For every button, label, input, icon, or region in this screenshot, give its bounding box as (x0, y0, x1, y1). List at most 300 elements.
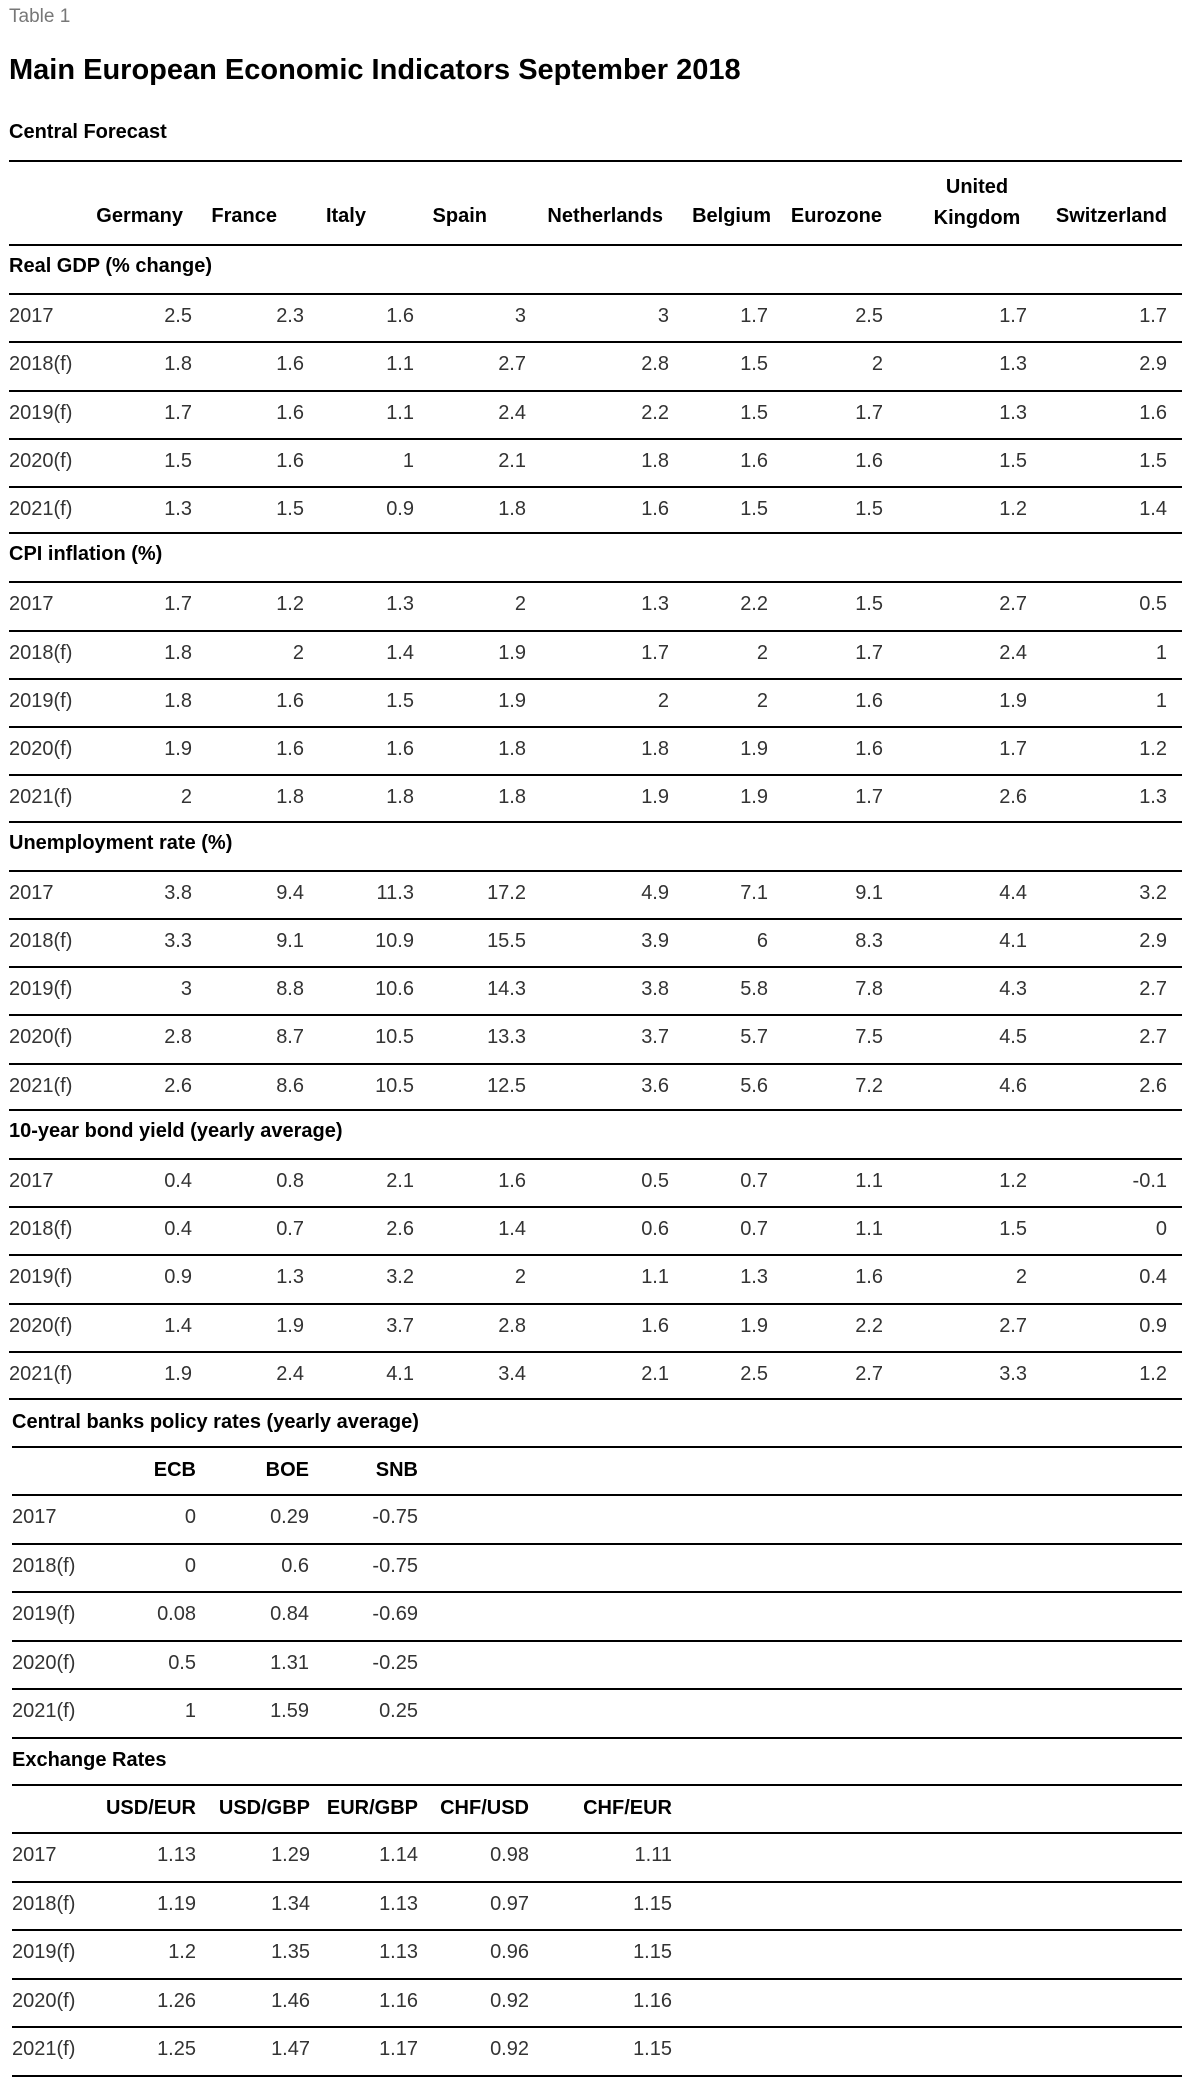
row-label: 2020(f) (12, 1651, 76, 1674)
table-cell: 3 (514, 305, 526, 327)
row-divider (9, 966, 1182, 968)
row-divider (12, 2026, 1182, 2028)
table-cell: 9.1 (855, 881, 883, 904)
table-cell: 1.2 (1139, 1362, 1167, 1385)
row-label: 2017 (9, 593, 54, 616)
table-cell: 2.8 (164, 1026, 192, 1049)
column-header: BOE (265, 1459, 309, 1481)
table-cell: 2.6 (386, 1218, 414, 1240)
table-cell: 0.9 (386, 498, 414, 520)
table-cell: 1.31 (270, 1651, 309, 1674)
policy-rates-table (12, 1410, 1182, 1744)
column-header: Spain (432, 205, 487, 227)
table-cell: 0 (184, 1554, 196, 1577)
table-cell: 2.6 (164, 1074, 192, 1097)
row-label: 2018(f) (9, 641, 73, 664)
row-divider (9, 1109, 1182, 1111)
row-divider (12, 1494, 1182, 1496)
table-cell: 0.4 (164, 1218, 192, 1240)
table-cell: 0.6 (281, 1554, 309, 1577)
table-cell: 2.5 (164, 305, 192, 327)
table-cell: 1.3 (386, 593, 414, 616)
column-header: Netherlands (547, 205, 663, 227)
table-cell: 0.7 (740, 1218, 768, 1240)
column-header: ECB (153, 1459, 196, 1481)
table-cell: 1.6 (498, 1169, 526, 1192)
table-cell: 1 (1155, 689, 1167, 712)
table-cell: 0 (1155, 1218, 1167, 1240)
table-cell: 4.1 (999, 929, 1027, 952)
table-cell: -0.75 (372, 1506, 418, 1528)
table-cell: 8.6 (276, 1074, 304, 1097)
column-header: Eurozone (790, 205, 882, 227)
row-label: 2021(f) (9, 1074, 73, 1097)
table-cell: 7.1 (740, 881, 768, 904)
row-label: 2018(f) (9, 929, 73, 952)
table-cell: 1.47 (271, 2038, 310, 2060)
table-cell: 1.9 (999, 689, 1027, 712)
column-header: France (211, 205, 277, 227)
table-cell: 1.5 (855, 498, 883, 520)
table-cell: 1.14 (379, 1844, 418, 1866)
table-cell: 1.3 (641, 593, 669, 616)
table-cell: 0.96 (490, 1941, 529, 1963)
table-cell: 1.7 (855, 401, 883, 424)
row-divider (12, 1832, 1182, 1834)
row-label: 2018(f) (12, 1554, 76, 1577)
table-cell: 1.5 (855, 593, 883, 616)
table-cell: 1.9 (498, 689, 526, 712)
row-label: 2018(f) (12, 1892, 76, 1915)
table-cell: 1 (184, 1700, 196, 1722)
table-cell: -0.1 (1132, 1169, 1167, 1192)
table-cell: 1.34 (271, 1892, 310, 1915)
table-cell: 1.16 (379, 1989, 418, 2012)
row-label: 2021(f) (9, 498, 73, 520)
table-cell: 1.5 (1139, 449, 1167, 472)
table-cell: 3.7 (386, 1314, 414, 1337)
row-label: 2019(f) (9, 978, 73, 1000)
table-caption: Table 1 (9, 6, 71, 27)
row-divider (9, 726, 1182, 728)
table-cell: 1.3 (276, 1266, 304, 1289)
column-header: Italy (325, 205, 366, 227)
table-cell: 1.5 (164, 449, 192, 472)
table-cell: 1.59 (270, 1700, 309, 1722)
table-cell: 1 (1155, 641, 1167, 664)
table-cell: 1.6 (641, 498, 669, 520)
table-cell: 1.6 (386, 738, 414, 760)
fx-table-title: Exchange Rates (12, 1749, 167, 1771)
table-cell: 1.8 (276, 786, 304, 809)
table-cell: 3 (180, 978, 192, 1000)
column-header: Belgium (692, 205, 771, 227)
table-cell: 14.3 (487, 978, 526, 1000)
table-cell: 8.7 (276, 1026, 304, 1049)
column-header: Switzerland (1055, 205, 1167, 227)
table-cell: 0 (184, 1506, 196, 1528)
table-cell: 1.6 (276, 689, 304, 712)
table-cell: 3.6 (641, 1074, 669, 1097)
table-cell: 2.9 (1139, 929, 1167, 952)
table-cell: 3.2 (1139, 881, 1167, 904)
table-cell: 5.6 (740, 1074, 768, 1097)
table-cell: 1.7 (164, 401, 192, 424)
row-label: 2017 (12, 1844, 57, 1866)
table-cell: 1.7 (855, 786, 883, 809)
row-divider (9, 678, 1182, 680)
table-cell: 1.15 (633, 2038, 672, 2060)
row-divider (9, 821, 1182, 823)
table-cell: 0.9 (164, 1266, 192, 1289)
table-cell: 1.1 (641, 1266, 669, 1289)
table-cell: 2.4 (999, 641, 1027, 664)
column-header: USD/EUR (105, 1797, 196, 1819)
table-cell: 1.2 (276, 593, 304, 616)
table-cell: 0.92 (490, 1989, 529, 2012)
table-cell: 0.4 (164, 1169, 192, 1192)
table-cell: 1.2 (999, 1169, 1027, 1192)
row-divider (12, 1737, 1182, 1739)
table-cell: 0.84 (270, 1603, 309, 1625)
table-cell: 2 (180, 786, 192, 809)
table-cell: 1.35 (271, 1941, 310, 1963)
table-cell: 1.4 (386, 641, 414, 664)
row-label: 2020(f) (9, 449, 73, 472)
table-cell: 3.9 (641, 929, 669, 952)
table-cell: 3.8 (164, 881, 192, 904)
table-cell: 0.5 (641, 1169, 669, 1192)
table-cell: 1.7 (164, 593, 192, 616)
table-cell: 1.9 (641, 786, 669, 809)
row-label: 2019(f) (9, 401, 73, 424)
row-label: 2017 (9, 1169, 54, 1192)
table-cell: 1.3 (999, 353, 1027, 376)
row-divider (9, 1254, 1182, 1256)
table-cell: 10.9 (375, 929, 414, 952)
column-header: CHF/EUR (583, 1797, 672, 1819)
table-cell: 2.5 (740, 1362, 768, 1385)
table-cell: 2.6 (999, 786, 1027, 809)
table-cell: 0.08 (157, 1603, 196, 1625)
row-label: 2017 (12, 1506, 57, 1528)
table-cell: 1.4 (164, 1314, 192, 1337)
table-cell: 0.7 (740, 1169, 768, 1192)
table-cell: 1.8 (386, 786, 414, 809)
row-divider (9, 1303, 1182, 1305)
table-cell: 2.1 (498, 449, 526, 472)
table-cell: 2.1 (641, 1362, 669, 1385)
row-divider (12, 1446, 1182, 1448)
row-divider (12, 2075, 1182, 2077)
table-cell: 1.3 (999, 401, 1027, 424)
table-cell: 1.8 (641, 449, 669, 472)
table-cell: 0.25 (379, 1700, 418, 1722)
table-cell: 2.8 (498, 1314, 526, 1337)
table-cell: 9.4 (276, 881, 304, 904)
row-label: 2019(f) (9, 1266, 73, 1289)
row-label: 2019(f) (9, 689, 73, 712)
table-cell: 1.15 (633, 1892, 672, 1915)
row-label: 2021(f) (9, 786, 73, 809)
table-cell: 1.9 (276, 1314, 304, 1337)
table-cell: 1.11 (634, 1844, 672, 1866)
table-cell: 1.7 (641, 641, 669, 664)
row-divider (9, 774, 1182, 776)
row-divider (9, 486, 1182, 488)
table-cell: 9.1 (276, 929, 304, 952)
table-cell: 2.8 (641, 353, 669, 376)
table-cell: 3 (657, 305, 669, 327)
table-cell: 1.6 (276, 738, 304, 760)
table-cell: 1.8 (164, 689, 192, 712)
table-cell: 1.1 (855, 1218, 883, 1240)
table-cell: 1.16 (633, 1989, 672, 2012)
table-cell: 1.5 (740, 498, 768, 520)
table-cell: 1.8 (498, 786, 526, 809)
table-cell: 2.9 (1139, 353, 1167, 376)
table-cell: 4.3 (999, 978, 1027, 1000)
table-cell: 1.2 (1139, 738, 1167, 760)
table-cell: 1.8 (498, 498, 526, 520)
row-divider (9, 1063, 1182, 1065)
table-cell: 1.8 (164, 641, 192, 664)
table-cell: 1.6 (386, 305, 414, 327)
table-cell: 2 (514, 593, 526, 616)
row-divider (9, 918, 1182, 920)
table-cell: 1 (402, 449, 414, 472)
table-cell: 0.5 (168, 1651, 196, 1674)
table-cell: 10.5 (375, 1026, 414, 1049)
table-cell: 1.1 (386, 353, 414, 376)
table-cell: 2.7 (498, 353, 526, 376)
table-cell: 0.97 (490, 1892, 529, 1915)
table-cell: 2 (756, 689, 768, 712)
table-cell: 1.6 (740, 449, 768, 472)
table-cell: 4.9 (641, 881, 669, 904)
section-title: CPI inflation (%) (9, 543, 163, 566)
row-divider (12, 1640, 1182, 1642)
table-cell: -0.75 (372, 1554, 418, 1577)
table-cell: 2.6 (1139, 1074, 1167, 1097)
table-cell: 0.92 (490, 2038, 529, 2060)
column-header: CHF/USD (440, 1797, 529, 1819)
table-cell: 2.4 (498, 401, 526, 424)
table-cell: 1.7 (1139, 305, 1167, 327)
table-cell: 1.9 (740, 786, 768, 809)
row-label: 2020(f) (9, 738, 73, 760)
table-cell: 1.1 (855, 1169, 883, 1192)
table-cell: 0.29 (270, 1506, 309, 1528)
table-cell: 7.8 (855, 978, 883, 1000)
row-divider (12, 1978, 1182, 1980)
page-title: Main European Economic Indicators September 2018 (9, 54, 741, 86)
table-cell: 0.6 (641, 1218, 669, 1240)
table-cell: 1.15 (633, 1941, 672, 1963)
table-cell: 3.4 (498, 1362, 526, 1385)
table-cell: 1.8 (164, 353, 192, 376)
row-label: 2021(f) (12, 1700, 76, 1722)
table-cell: 1.1 (386, 401, 414, 424)
table-cell: 1.6 (855, 449, 883, 472)
table-cell: 0.7 (276, 1218, 304, 1240)
table-cell: -0.69 (372, 1603, 418, 1625)
row-divider (12, 1688, 1182, 1690)
table-cell: 1.4 (498, 1218, 526, 1240)
table-cell: 12.5 (487, 1074, 526, 1097)
table-cell: 1.3 (164, 498, 192, 520)
table-cell: 1.6 (276, 353, 304, 376)
row-divider (9, 341, 1182, 343)
table-cell: 1.9 (498, 641, 526, 664)
row-label: 2017 (9, 305, 54, 327)
section-title: Real GDP (% change) (9, 255, 213, 277)
row-divider (9, 1351, 1182, 1353)
row-label: 2019(f) (12, 1603, 76, 1625)
table-cell: 10.5 (375, 1074, 414, 1097)
exchange-rates-table (12, 1748, 1182, 2060)
table-cell: 1.6 (276, 449, 304, 472)
row-divider (9, 1206, 1182, 1208)
table-cell: 1.26 (157, 1989, 196, 2012)
row-divider (12, 1929, 1182, 1931)
table-cell: 1.6 (641, 1314, 669, 1337)
table-cell: 3.3 (164, 929, 192, 952)
table-cell: 1.7 (999, 305, 1027, 327)
column-header: SNB (375, 1459, 418, 1481)
row-label: 2018(f) (9, 1218, 73, 1240)
table-cell: 1.5 (740, 353, 768, 376)
table-cell: 15.5 (487, 929, 526, 952)
table-cell: 4.5 (999, 1026, 1027, 1049)
table-cell: 1.7 (740, 305, 768, 327)
table-cell: 1.13 (157, 1844, 196, 1866)
table-cell: 5.7 (740, 1026, 768, 1049)
table-cell: 1.6 (855, 689, 883, 712)
table-cell: 8.3 (855, 929, 883, 952)
table-cell: 2 (871, 353, 883, 376)
section-title: 10-year bond yield (yearly average) (9, 1119, 343, 1142)
table-cell: 0.98 (490, 1844, 529, 1866)
table-cell: 1.7 (855, 641, 883, 664)
table-cell: 2.2 (641, 401, 669, 424)
table-cell: 1.9 (740, 738, 768, 760)
column-header: EUR/GBP (326, 1797, 418, 1819)
table-cell: 1.2 (168, 1941, 196, 1963)
row-divider (12, 1784, 1182, 1786)
table-cell: 2.5 (855, 305, 883, 327)
table-cell: 2.7 (999, 593, 1027, 616)
table-cell: 2.7 (999, 1314, 1027, 1337)
table-cell: 2.7 (855, 1362, 883, 1385)
row-label: 2020(f) (9, 1026, 73, 1049)
table-cell: 0.8 (276, 1169, 304, 1192)
table-cell: 3.7 (641, 1026, 669, 1049)
table-cell: 1.46 (271, 1989, 310, 2012)
row-divider (9, 1158, 1182, 1160)
row-divider (9, 1398, 1182, 1400)
row-divider (9, 870, 1182, 872)
row-divider (9, 438, 1182, 440)
table-cell: 0.5 (1139, 593, 1167, 616)
table-cell: 13.3 (487, 1026, 526, 1049)
table-cell: 0.4 (1139, 1266, 1167, 1289)
table-cell: 7.2 (855, 1074, 883, 1097)
section-title: Unemployment rate (%) (9, 831, 233, 854)
table-cell: 1.5 (999, 449, 1027, 472)
table-cell: 1.3 (740, 1266, 768, 1289)
table-cell: -0.25 (372, 1651, 418, 1674)
table-cell: 2.7 (1139, 978, 1167, 1000)
row-label: 2018(f) (9, 353, 73, 376)
table-cell: 2.2 (855, 1314, 883, 1337)
table-cell: 0.9 (1139, 1314, 1167, 1337)
row-label: 2019(f) (12, 1941, 76, 1963)
table-cell: 1.9 (164, 1362, 192, 1385)
table-cell: 1.5 (740, 401, 768, 424)
table-cell: 2.4 (276, 1362, 304, 1385)
table-cell: 3.3 (999, 1362, 1027, 1385)
table-cell: 1.6 (276, 401, 304, 424)
table-cell: 2.7 (1139, 1026, 1167, 1049)
table-cell: 1.4 (1139, 498, 1167, 520)
table-cell: 1.25 (157, 2038, 196, 2060)
row-divider (9, 630, 1182, 632)
row-divider (12, 1591, 1182, 1593)
table-cell: 2 (514, 1266, 526, 1289)
row-divider (9, 293, 1182, 295)
row-label: 2020(f) (9, 1314, 73, 1337)
table-cell: 4.6 (999, 1074, 1027, 1097)
table-cell: 1.17 (379, 2038, 418, 2060)
table-cell: 2 (292, 641, 304, 664)
table-cell: 1.19 (157, 1892, 196, 1915)
table-cell: 4.4 (999, 881, 1027, 904)
column-header: Germany (96, 205, 183, 227)
table-cell: 2.3 (276, 305, 304, 327)
row-divider (12, 1543, 1182, 1545)
row-divider (12, 1881, 1182, 1883)
table-cell: 1.9 (740, 1314, 768, 1337)
table-cell: 1.5 (276, 498, 304, 520)
table-cell: 3.2 (386, 1266, 414, 1289)
table-cell: 2 (756, 641, 768, 664)
table-cell: 2 (1015, 1266, 1027, 1289)
row-label: 2020(f) (12, 1989, 76, 2012)
table-cell: 1.8 (498, 738, 526, 760)
table-cell: 1.9 (164, 738, 192, 760)
table-cell: 7.5 (855, 1026, 883, 1049)
table-cell: 1.5 (999, 1218, 1027, 1240)
table-cell: 11.3 (376, 881, 414, 904)
table-cell: 1.29 (271, 1844, 310, 1866)
row-divider (9, 1014, 1182, 1016)
main-indicators-table (9, 160, 1182, 1385)
table-cell: 5.8 (740, 978, 768, 1000)
table-cell: 2.1 (386, 1169, 414, 1192)
table-cell: 1.6 (855, 738, 883, 760)
row-divider (9, 244, 1182, 246)
table-cell: 4.1 (386, 1362, 414, 1385)
table-cell: 3.8 (641, 978, 669, 1000)
row-divider (9, 532, 1182, 534)
table-cell: 1.6 (855, 1266, 883, 1289)
row-label: 2021(f) (12, 2038, 76, 2060)
table-cell: 6 (756, 929, 768, 952)
table-cell: 10.6 (375, 978, 414, 1000)
row-divider (9, 160, 1182, 162)
table-cell: 17.2 (487, 881, 526, 904)
